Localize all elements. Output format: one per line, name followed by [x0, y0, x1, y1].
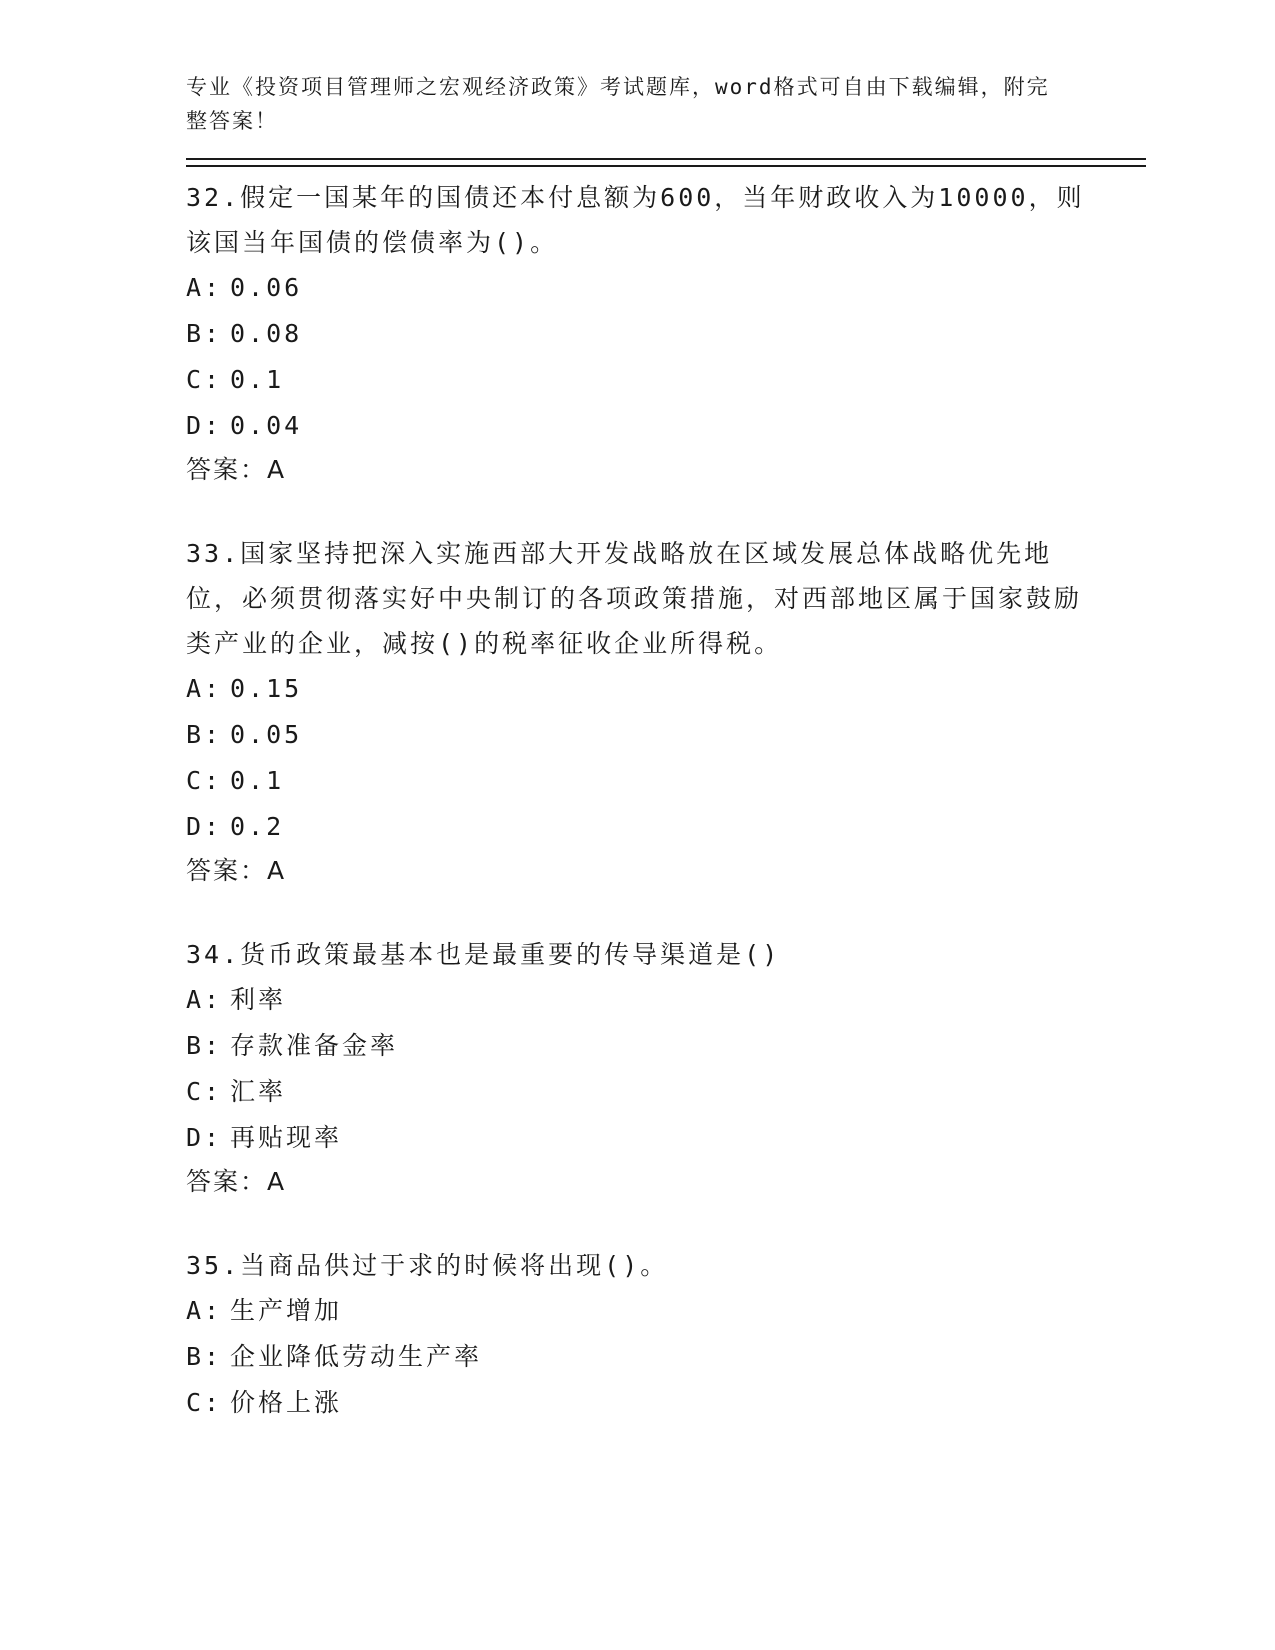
document-header: 专业《投资项目管理师之宏观经济政策》考试题库，word格式可自由下载编辑，附完整答案！: [186, 75, 1050, 133]
option-b: [186, 311, 1146, 357]
question-stem: 34.货币政策最基本也是最重要的传导渠道是(): [186, 940, 781, 969]
question-33: [186, 531, 1146, 892]
question-34: [186, 932, 1146, 1203]
question-35: [186, 1243, 1146, 1426]
answer-line: 答案：A: [186, 1167, 287, 1196]
option-a: [186, 977, 1146, 1023]
option-letter: B:: [186, 1342, 223, 1371]
option-a: [186, 265, 1146, 311]
question-list: [186, 175, 1146, 1426]
option-letter: C:: [186, 766, 223, 795]
document-page: [186, 70, 1146, 1466]
option-a: [186, 666, 1146, 712]
option-letter: B:: [186, 1031, 223, 1060]
option-a: [186, 1288, 1146, 1334]
option-c: [186, 1380, 1146, 1426]
option-letter: A:: [186, 1296, 223, 1325]
option-text: 0.05: [230, 720, 303, 749]
option-c: [186, 357, 1146, 403]
option-letter: B:: [186, 319, 223, 348]
option-d: [186, 1115, 1146, 1161]
option-c: [186, 1069, 1146, 1115]
option-letter: D:: [186, 812, 223, 841]
option-text: 价格上涨: [230, 1388, 343, 1417]
header-divider: [186, 158, 1146, 167]
option-text: 0.1: [230, 766, 285, 795]
option-d: [186, 804, 1146, 850]
option-text: 0.08: [230, 319, 303, 348]
option-letter: D:: [186, 1123, 223, 1152]
option-text: 企业降低劳动生产率: [230, 1342, 483, 1371]
option-letter: A:: [186, 985, 223, 1014]
option-text: 存款准备金率: [230, 1031, 399, 1060]
option-text: 汇率: [230, 1077, 287, 1106]
option-c: [186, 758, 1146, 804]
option-letter: C:: [186, 1388, 223, 1417]
option-text: 0.1: [230, 365, 285, 394]
option-text: 利率: [230, 985, 287, 1014]
question-stem: 35.当商品供过于求的时候将出现()。: [186, 1251, 669, 1280]
option-letter: A:: [186, 674, 223, 703]
option-d: [186, 403, 1146, 449]
option-b: [186, 1334, 1146, 1380]
option-text: 0.2: [230, 812, 285, 841]
option-letter: C:: [186, 365, 223, 394]
answer-line: 答案：A: [186, 856, 287, 885]
question-stem: 33.国家坚持把深入实施西部大开发战略放在区域发展总体战略优先地位，必须贯彻落实好中央制订的各项政策措施，对西部地区属于国家鼓励类产业的企业，减按()的税率征收企业所得税。: [186, 539, 1083, 658]
option-text: 生产增加: [230, 1296, 343, 1325]
question-32: [186, 175, 1146, 491]
option-letter: D:: [186, 411, 223, 440]
option-text: 0.06: [230, 273, 303, 302]
answer-line: 答案：A: [186, 455, 287, 484]
option-letter: C:: [186, 1077, 223, 1106]
option-b: [186, 712, 1146, 758]
option-text: 0.15: [230, 674, 303, 703]
option-b: [186, 1023, 1146, 1069]
option-text: 0.04: [230, 411, 303, 440]
question-stem: 32.假定一国某年的国债还本付息额为600，当年财政收入为10000，则该国当年国债的偿债率为()。: [186, 183, 1085, 257]
option-text: 再贴现率: [230, 1123, 343, 1152]
option-letter: B:: [186, 720, 223, 749]
option-letter: A:: [186, 273, 223, 302]
